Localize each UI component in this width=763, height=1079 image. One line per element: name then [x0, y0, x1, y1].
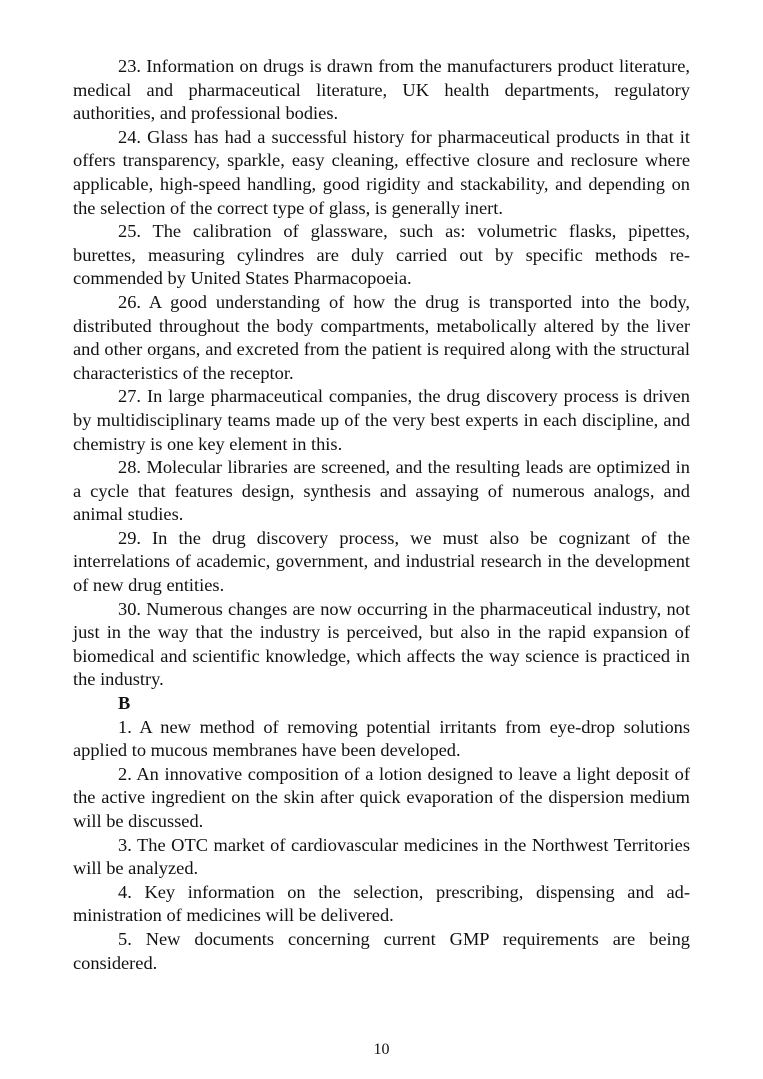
paragraph-24: 24. Glass has had a successful history for pharmaceutical products in that it offers transparency, sparkle, easy cleaning, effective closure and reclosure where applicable, high-speed handling, good rigidity and stackability, and depending on the selection of the correct type of glass, is generally inert. [73, 126, 690, 218]
paragraph-b1: 1. A new method of removing potential irritants from eye-drop solutions applied to mucous membranes have been developed. [73, 716, 690, 761]
paragraph-b4: 4. Key information on the selection, prescribing, dispensing and administration of medicines will be delivered. [73, 881, 690, 926]
paragraph-b3: 3. The OTC market of cardiovascular medicines in the Northwest Territories will be analyzed. [73, 834, 690, 879]
paragraph-26: 26. A good understanding of how the drug is transported into the body, distributed throughout the body compartments, metabolically altered by the liver and other organs, and excreted from the patient is required along with the structural characteristics of the receptor. [73, 291, 690, 383]
paragraph-29: 29. In the drug discovery process, we must also be cognizant of the interrelations of academic, government, and industrial research in the development of new drug entities. [73, 527, 690, 596]
paragraph-27: 27. In large pharmaceutical companies, the drug discovery process is driven by multidisciplinary teams made up of the very best experts in each discipline, and chemistry is one key element in this. [73, 386, 690, 454]
section-b-heading: B [118, 693, 131, 714]
paragraph-23: 23. Information on drugs is drawn from the manufacturers product literature, medical and pharmaceutical literature, UK health departments, regulatory authorities, and professional bodies. [73, 56, 690, 124]
paragraph-28: 28. Molecular libraries are screened, and the resulting leads are optimized in a cycle that features design, synthesis and assaying of numerous analogs, and animal studies. [73, 457, 690, 525]
page-number: 10 [373, 1041, 390, 1058]
page-body [73, 55, 690, 975]
paragraph-b5: 5. New documents concerning current GMP requirements are being considered. [73, 928, 690, 973]
paragraph-30: 30. Numerous changes are now occurring in the pharmaceutical industry, not just in the way that the industry is perceived, but also in the rapid expansion of biomedical and scientific knowledge, which affects the way science is practiced in the industry. [73, 598, 690, 690]
paragraph-25: 25. The calibration of glassware, such as: volumetric flasks, pipettes, burettes, measuring cylindres are duly carried out by specific methods recommended by United States Pharmacopoeia. [73, 221, 690, 289]
paragraph-b2: 2. An innovative composition of a lotion designed to leave a light deposit of the active ingredient on the skin after quick evaporation of the dispersion medium will be discussed. [73, 763, 690, 831]
